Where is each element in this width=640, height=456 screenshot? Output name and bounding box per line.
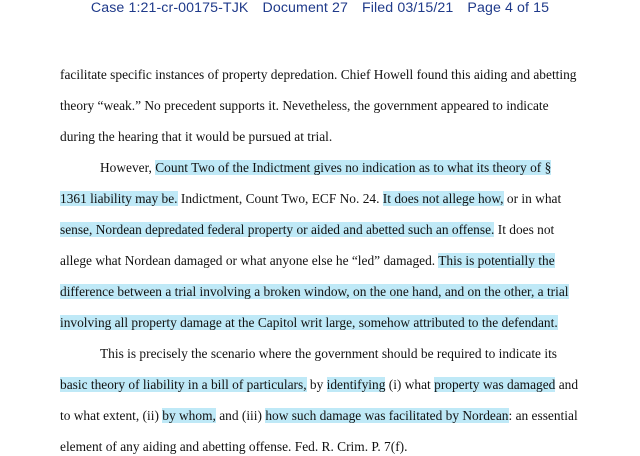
text-segment: It does not bbox=[494, 222, 555, 237]
text-segment: However, bbox=[100, 160, 156, 175]
highlighted-text: It does not allege how, bbox=[382, 191, 504, 206]
highlighted-text: 1361 liability may be. bbox=[60, 191, 178, 206]
text-segment: theory “weak.” No precedent supports it. Nevetheless, the government appeared to indicate bbox=[60, 98, 549, 113]
text-line bbox=[60, 97, 640, 115]
text-segment: by bbox=[306, 377, 327, 392]
highlighted-text: property was damaged bbox=[434, 377, 556, 392]
text-line bbox=[60, 376, 640, 394]
highlighted-text: identifying bbox=[326, 377, 386, 392]
text-line bbox=[60, 283, 640, 301]
text-line bbox=[60, 190, 640, 208]
text-segment: and bbox=[555, 377, 579, 392]
text-line bbox=[60, 221, 640, 239]
text-line bbox=[100, 345, 640, 363]
text-line bbox=[60, 66, 640, 84]
text-segment: to what extent, (ii) bbox=[60, 408, 163, 423]
text-segment: during the hearing that it would be pursued at trial. bbox=[60, 129, 333, 144]
highlighted-text: sense, Nordean depredated federal property or aided and abetted such an offense. bbox=[60, 222, 495, 237]
text-segment: Indictment, Count Two, ECF No. 24. bbox=[177, 191, 383, 206]
filed-date: Filed 03/15/21 bbox=[362, 0, 454, 16]
text-segment: or in what bbox=[503, 191, 562, 206]
highlighted-text: This is potentially the bbox=[438, 253, 555, 268]
highlighted-text: by whom, bbox=[162, 408, 216, 423]
page-number: Page 4 of 15 bbox=[467, 0, 550, 16]
text-line bbox=[60, 128, 640, 146]
case-number: Case 1:21-cr-00175-TJK bbox=[90, 0, 249, 16]
document-number: Document 27 bbox=[262, 0, 348, 16]
text-line bbox=[60, 438, 640, 456]
highlighted-text: involving all property damage at the Capitol writ large, somehow attributed to the defendant. bbox=[60, 315, 558, 330]
text-segment: facilitate specific instances of property depredation. Chief Howell found this aiding and abetting bbox=[60, 67, 577, 82]
highlighted-text: Count Two of the Indictment gives no indication as to what its theory of § bbox=[155, 160, 552, 175]
text-segment: allege what Nordean damaged or what anyone else he “led” damaged. bbox=[60, 253, 439, 268]
text-line bbox=[60, 314, 640, 332]
case-header bbox=[0, 0, 640, 18]
highlighted-text: basic theory of liability in a bill of particulars, bbox=[60, 377, 307, 392]
text-segment: and (iii) bbox=[215, 408, 266, 423]
text-segment: (i) what bbox=[385, 377, 435, 392]
highlighted-text: difference between a trial involving a broken window, on the one hand, and on the other, a trial bbox=[60, 284, 569, 299]
highlighted-text: how such damage was facilitated by Nordean bbox=[265, 408, 509, 423]
text-segment: : an essential bbox=[508, 408, 578, 423]
text-segment: This is precisely the scenario where the government should be required to indicate its bbox=[100, 346, 558, 361]
text-line bbox=[60, 252, 640, 270]
text-line bbox=[60, 407, 640, 425]
text-line bbox=[100, 159, 640, 177]
text-segment: element of any aiding and abetting offense. Fed. R. Crim. P. 7(f). bbox=[60, 439, 408, 454]
